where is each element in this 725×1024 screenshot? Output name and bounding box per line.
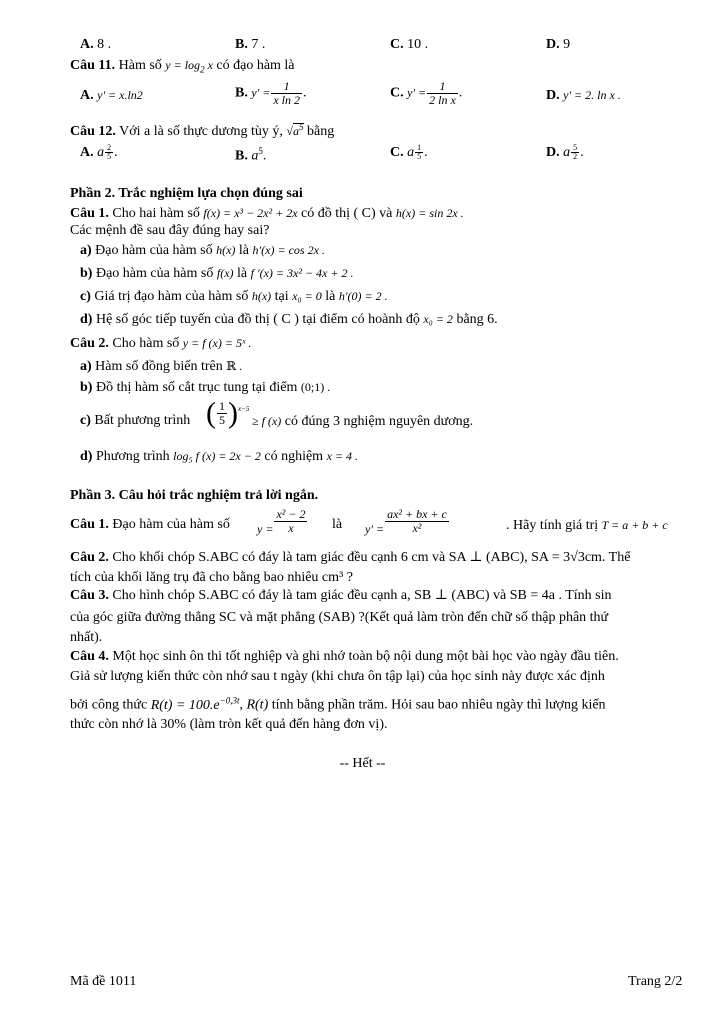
part2-q1-statement-c: c) Giá trị đạo hàm của hàm số h(x) tại x₀ = 0 là h′(0) = 2 . (80, 289, 388, 304)
option-c: C. a $\frac{1}{5}$ . (390, 143, 428, 161)
exam-code: Mã đề 1011 (70, 974, 137, 989)
option-b: B. 7 . (235, 37, 266, 52)
retention-formula: $R(t) = 100.e^{-0,3t}$ (150, 695, 240, 713)
part3-question-3-line3: nhất). (70, 630, 103, 645)
question-12-options (0, 140, 725, 168)
part-3-title: Phần 3. Câu hỏi trắc nghiệm trả lời ngắn. (70, 488, 319, 503)
part3-question-4-line4: thức còn nhớ là 30% (làm tròn kết quả đến hàng đơn vị). (70, 717, 388, 732)
part2-q1-statement-b: b) Đạo hàm của hàm số f(x) là f ′(x) = 3x² − 4x + 2 . (80, 266, 354, 281)
option-d: D. 9 (546, 37, 571, 52)
option-b: B. y' = $\frac{1}{\text{x ln 2}}$ . (235, 79, 307, 107)
part2-q1-statement-a: a) Đạo hàm của hàm số h(x) là h′(x) = cos 2x . (80, 243, 325, 258)
part2-q1-statement-d: d) Hệ số góc tiếp tuyến của đồ thị ( C ) tại điểm có hoành độ x₀ = 2 bằng 6. (80, 312, 498, 327)
option-c: C. y' = $\frac{1}{\text{2 ln x}}$ . (390, 79, 463, 107)
part2-question-2: Câu 2. Cho hàm số y = f (x) = 5ˣ . (70, 336, 252, 351)
question-12: Câu 12. Với a là số thực dương tùy ý, $√a^5$ bằng (70, 122, 335, 139)
part3-question-3-line2: của góc giữa đường thẳng SC và mặt phẳng (SAB) ?(Kết quả làm tròn đến chữ số thập phân thứ (70, 610, 609, 625)
option-a: A. a $\frac{2}{5}$ . (80, 143, 118, 161)
part2-q2-statement-b: b) Đồ thị hàm số cắt trục tung tại điểm (0;1) . (80, 380, 331, 395)
part2-question-1-prompt: Các mệnh đề sau đây đúng hay sai? (70, 223, 270, 238)
part3-question-2-line2: tích của khối lăng trụ đã cho bằng bao nhiêu cm³ ? (70, 570, 353, 585)
radical: $√a^5$ (286, 122, 304, 138)
option-c: C. 10 . (390, 37, 429, 52)
part3-question-2: Câu 2. Cho khối chóp S.ABC có đáy là tam giác đều cạnh 6 cm và SA ⊥ (ABC), SA = 3√3cm. Thể (70, 550, 631, 565)
option-b: B. $a^5$. (235, 146, 267, 164)
part2-question-1: Câu 1. Cho hai hàm số f(x) = x³ − 2x² + 2x có đồ thị ( C) và h(x) = sin 2x . (70, 206, 464, 221)
part3-question-4: Câu 4. Một học sinh ôn thi tốt nghiệp và ghi nhớ toàn bộ nội dung một bài học vào ngày đầu tiên. (70, 649, 619, 664)
page-number: Trang 2/2 (628, 974, 683, 989)
option-d: D. y' = 2. ln x . (546, 88, 621, 103)
part3-question-1: Câu 1. Đạo hàm của hàm số y = $\frac{\text{x² − 2}}{x}$ là y′ = $\frac{\text{ax² + bx + c}}{\text{x²}}$ . Hãy tính giá trị T = a + b + c (70, 507, 668, 536)
part-2-title: Phần 2. Trắc nghiệm lựa chọn đúng sai (70, 186, 303, 201)
question-11: Câu 11. Hàm số $y = \log_2 x$ có đạo hàm là (70, 58, 295, 75)
part2-q2-statement-a: a) Hàm số đồng biến trên ℝ . (80, 359, 243, 374)
end-marker: -- Hết -- (339, 756, 386, 771)
part3-question-4-line3: bởi công thức $R(t) = 100.e^{-0,3t}$, R(t) tính bằng phần trăm. Hỏi sau bao nhiêu ngày thì lượng kiến (70, 695, 606, 713)
option-a: A. y' = x.ln2 (80, 88, 143, 103)
question-11-options (0, 80, 725, 112)
inequality-base: ( $\frac{1}{5}$ )$^{x-5}$ (206, 396, 250, 430)
part2-q2-statement-d: d) Phương trình log₅ f (x) = 2x − 2 có nghiệm x = 4 . (80, 449, 359, 464)
part3-question-3: Câu 3. Cho hình chóp S.ABC có đáy là tam giác đều cạnh a, SB ⊥ (ABC) và SB = 4a . Tính sin (70, 588, 612, 603)
part2-q2-statement-c: c) Bất phương trình ( $\frac{1}{5}$ )$^{x-5}$ ≥ f (x) có đúng 3 nghiệm nguyên dương. (80, 396, 474, 430)
log-function: $y = \log_2 x$ (165, 58, 213, 75)
option-d: D. a $\frac{5}{2}$ . (546, 143, 584, 161)
option-a: A. 8 . (80, 37, 112, 52)
part3-question-4-line2: Giả sử lượng kiến thức còn nhớ sau t ngày (khi chưa ôn tập lại) của học sinh này được xác định (70, 669, 605, 684)
